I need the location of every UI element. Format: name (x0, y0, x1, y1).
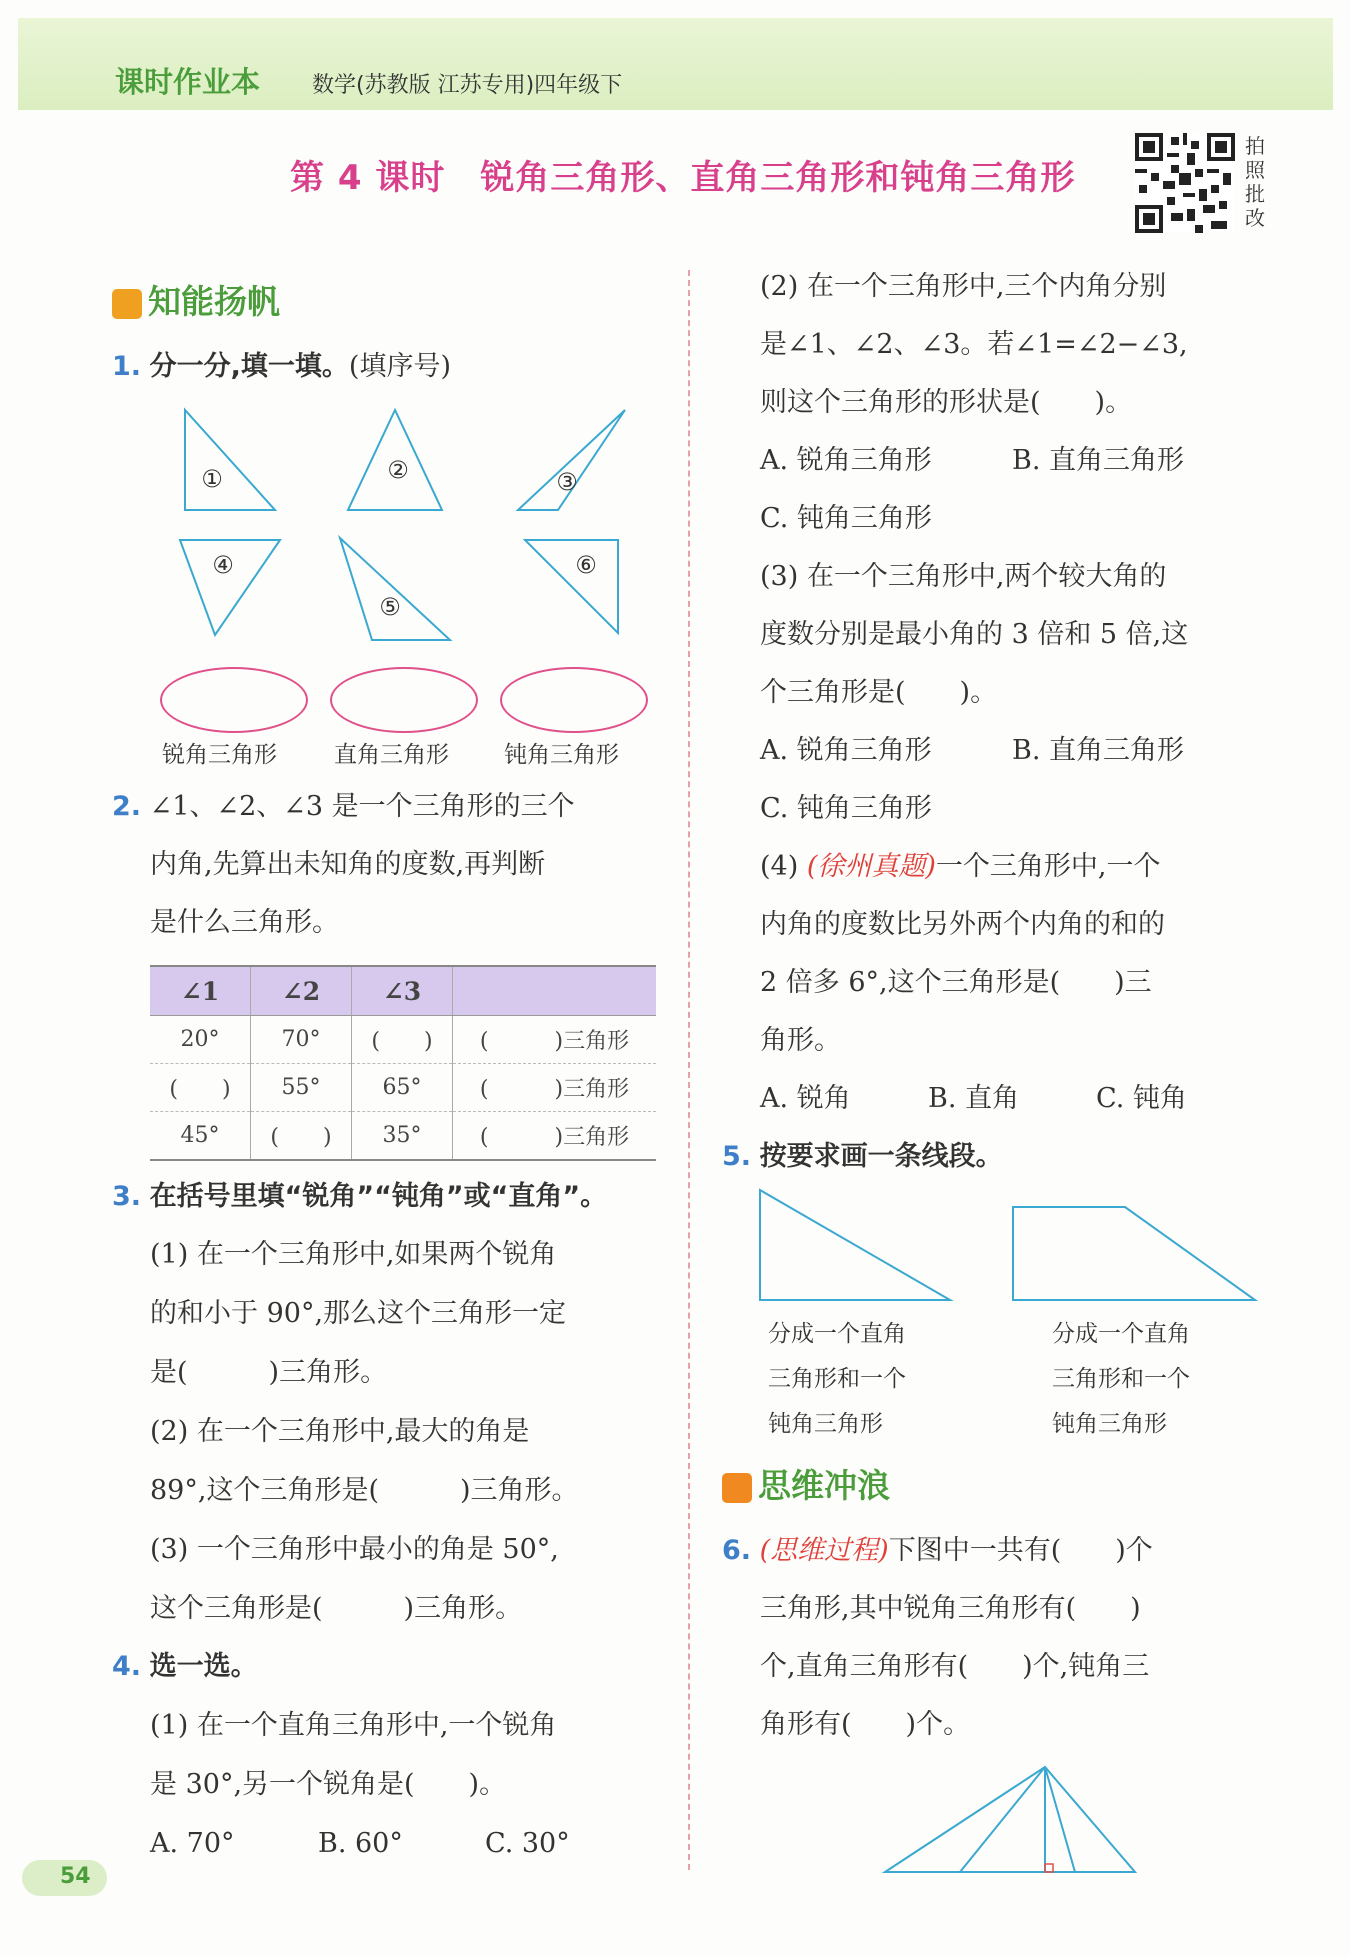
section-heading-2: 思维冲浪 (722, 1460, 890, 1507)
triangle-6 (525, 540, 618, 633)
column-divider (688, 270, 690, 1870)
q6-line: 三角形,其中锐角三角形有( ) (760, 1593, 1141, 1624)
q4-3-line: 度数分别是最小角的 3 倍和 5 倍,这 (760, 619, 1189, 650)
q5-trapezoid (1013, 1207, 1255, 1300)
triangle-1 (185, 410, 275, 510)
q4-4-line: 角形。 (760, 1025, 841, 1056)
q3-line: 89°,这个三角形是( )三角形。 (150, 1475, 579, 1506)
q3-line: 这个三角形是( )三角形。 (150, 1593, 523, 1624)
q4-4-option[interactable]: B. 直角 (928, 1083, 1020, 1114)
source-tag: (思维过程) (759, 1535, 889, 1566)
q2-line-3: 是什么三角形。 (150, 907, 339, 938)
q4-line: 是 30°,另一个锐角是( )。 (150, 1769, 507, 1800)
q3-line: (1) 在一个三角形中,如果两个锐角 (150, 1239, 557, 1270)
q3-line: 的和小于 90°,那么这个三角形一定 (150, 1298, 567, 1329)
answer-blank[interactable]: ( )三角形 (453, 1112, 657, 1161)
oval-acute[interactable] (160, 667, 308, 733)
q4-line: (1) 在一个直角三角形中,一个锐角 (150, 1710, 557, 1741)
triangle-label-6: ⑥ (575, 551, 597, 579)
q4-3-option[interactable]: C. 钝角三角形 (760, 793, 932, 824)
q4-2-option[interactable]: A. 锐角三角形 (760, 445, 932, 476)
table-row: 45° ( ) 35° ( )三角形 (150, 1112, 656, 1161)
q3-line: (2) 在一个三角形中,最大的角是 (150, 1416, 530, 1447)
triangle-label-3: ③ (556, 468, 578, 496)
triangle-label-2: ② (387, 456, 409, 484)
table-row: 20° 70° ( ) ( )三角形 (150, 1016, 656, 1064)
q4-3-option[interactable]: A. 锐角三角形 (760, 735, 932, 766)
triangle-label-4: ④ (212, 551, 234, 579)
q2-line-1: 2. ∠1、∠2、∠3 是一个三角形的三个 (112, 791, 575, 822)
q4-3-line: 个三角形是( )。 (760, 677, 998, 708)
q5-figures[interactable] (755, 1185, 1265, 1305)
header-type (453, 966, 657, 1016)
q6-line: 个,直角三角形有( )个,钝角三 (760, 1651, 1150, 1682)
answer-blank[interactable]: ( )三角形 (453, 1016, 657, 1064)
q6-line: 角形有( )个。 (760, 1709, 971, 1740)
q4-4-option[interactable]: C. 钝角 (1096, 1083, 1187, 1114)
q5-caption-1: 分成一个直角 三角形和一个 钝角三角形 (768, 1321, 906, 1437)
source-tag: (徐州真题) (806, 851, 936, 882)
qr-code-icon[interactable] (1135, 133, 1235, 233)
q4-option[interactable]: A. 70° (150, 1828, 235, 1859)
q3-line: 是( )三角形。 (150, 1357, 388, 1388)
q3-line: (3) 一个三角形中最小的角是 50°, (150, 1534, 559, 1565)
angle-table (150, 965, 656, 1161)
oval-label-obtuse: 钝角三角形 (504, 742, 619, 768)
q4-2-line: 则这个三角形的形状是( )。 (760, 387, 1133, 418)
q4-option[interactable]: B. 60° (318, 1828, 403, 1859)
answer-blank[interactable]: ( ) (150, 1064, 251, 1112)
q4-4-option[interactable]: A. 锐角 (760, 1083, 851, 1114)
q1-line: 1. 分一分,填一填。(填序号) (112, 351, 451, 382)
q4-4-line: 内角的度数比另外两个内角的和的 (760, 909, 1165, 940)
q5-title: 5. 按要求画一条线段。 (722, 1141, 1003, 1172)
answer-blank[interactable]: ( ) (251, 1112, 352, 1161)
q5-right-triangle (760, 1190, 950, 1300)
header-angle-3: ∠3 (352, 966, 453, 1016)
header-angle-2: ∠2 (251, 966, 352, 1016)
q4-4-line: 2 倍多 6°,这个三角形是( )三 (760, 967, 1152, 998)
wave-icon (722, 1473, 752, 1503)
q1-triangles (140, 405, 660, 645)
q4-3-line: (3) 在一个三角形中,两个较大角的 (760, 561, 1167, 592)
q4-2-line: 是∠1、∠2、∠3。若∠1=∠2−∠3, (760, 329, 1188, 360)
q4-title: 4. 选一选。 (112, 1651, 258, 1682)
triangle-label-5: ⑤ (379, 593, 401, 621)
q5-caption-2: 分成一个直角 三角形和一个 钝角三角形 (1052, 1321, 1190, 1437)
page-number-badge (22, 1860, 107, 1896)
q4-2-line: (2) 在一个三角形中,三个内角分别 (760, 271, 1167, 302)
answer-blank[interactable]: ( )三角形 (453, 1064, 657, 1112)
series-title: 课时作业本 (115, 65, 261, 99)
header-angle-1: ∠1 (150, 966, 251, 1016)
subject-title: 数学(苏教版 江苏专用)四年级下 (312, 73, 623, 98)
q6-triangle-figure (880, 1762, 1140, 1877)
table-row: ( ) 55° 65° ( )三角形 (150, 1064, 656, 1112)
section-heading-1: 知能扬帆 (112, 276, 280, 323)
oval-obtuse[interactable] (500, 667, 648, 733)
q4-option[interactable]: C. 30° (485, 1828, 570, 1859)
q6-line-1: 6. (思维过程)下图中一共有( )个 (722, 1535, 1153, 1566)
lesson-title: 第 4 课时 锐角三角形、直角三角形和钝角三角形 (290, 158, 1076, 198)
sail-icon (112, 289, 142, 319)
answer-blank[interactable]: ( ) (352, 1016, 453, 1064)
q4-2-option[interactable]: B. 直角三角形 (1012, 445, 1185, 476)
q3-title: 3. 在括号里填“锐角”“钝角”或“直角”。 (112, 1181, 608, 1212)
triangle-label-1: ① (201, 465, 223, 493)
q4-4-line: (4) (徐州真题)一个三角形中,一个 (760, 851, 1161, 882)
oval-right[interactable] (330, 667, 478, 733)
triangle-5 (340, 538, 450, 640)
q4-2-option[interactable]: C. 钝角三角形 (760, 503, 932, 534)
q2-line-2: 内角,先算出未知角的度数,再判断 (150, 849, 546, 880)
qr-label: 拍照批改 (1245, 134, 1265, 230)
right-angle-mark (1045, 1864, 1053, 1872)
oval-label-right: 直角三角形 (334, 742, 449, 768)
q4-3-option[interactable]: B. 直角三角形 (1012, 735, 1185, 766)
page-number: 54 (60, 1864, 91, 1889)
oval-label-acute: 锐角三角形 (162, 742, 277, 768)
